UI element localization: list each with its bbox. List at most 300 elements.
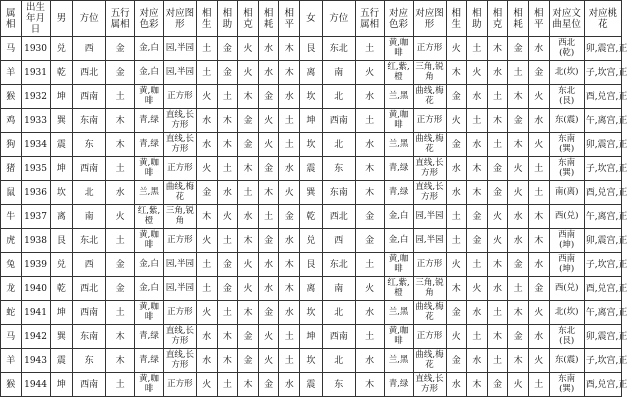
cell-male-drain: 水 bbox=[258, 37, 279, 61]
cell-female-assist: 火 bbox=[467, 61, 488, 85]
cell-female-element: 火 bbox=[355, 61, 384, 85]
cell-female-drain: 水 bbox=[508, 205, 529, 229]
table-row bbox=[1, 253, 622, 277]
cell-zodiac: 狗 bbox=[1, 133, 22, 157]
cell-male-assist: 水 bbox=[217, 181, 238, 205]
cell-female-trigram: 坤 bbox=[300, 109, 323, 133]
cell-male-direction: 西南 bbox=[73, 373, 106, 397]
cell-female-drain: 木 bbox=[508, 349, 529, 373]
cell-female-trigram: 兑 bbox=[300, 229, 323, 253]
cell-male-generate: 火 bbox=[196, 229, 217, 253]
cell-zodiac: 马 bbox=[1, 37, 22, 61]
cell-wenqu-star-position: 东南(巽) bbox=[549, 373, 584, 397]
cell-peach-blossom: 子,坎宫,正 bbox=[584, 253, 621, 277]
cell-peach-blossom: 午,离宫,正 bbox=[584, 205, 621, 229]
cell-birth-year: 1933 bbox=[21, 109, 50, 133]
cell-birth-year: 1930 bbox=[21, 37, 50, 61]
cell-male-generate: 水 bbox=[196, 133, 217, 157]
table-row bbox=[1, 205, 622, 229]
cell-birth-year: 1937 bbox=[21, 205, 50, 229]
cell-female-neutral: 水 bbox=[529, 325, 550, 349]
cell-female-generate: 火 bbox=[446, 37, 467, 61]
cell-male-generate: 火 bbox=[196, 157, 217, 181]
cell-male-shape: 直线,长方形 bbox=[163, 109, 196, 133]
table-row bbox=[1, 229, 622, 253]
cell-female-generate: 金 bbox=[446, 85, 467, 109]
cell-male-trigram: 坤 bbox=[50, 157, 73, 181]
table-row bbox=[1, 325, 622, 349]
cell-female-drain: 火 bbox=[508, 373, 529, 397]
cell-wenqu-star-position: 西(兑) bbox=[549, 205, 584, 229]
cell-male-assist: 木 bbox=[217, 133, 238, 157]
cell-male-trigram: 坤 bbox=[50, 85, 73, 109]
cell-peach-blossom: 卯,震宫,正 bbox=[584, 229, 621, 253]
header-birth-year: 出生年月日 bbox=[21, 1, 50, 37]
cell-female-drain: 金 bbox=[508, 37, 529, 61]
cell-male-element: 木 bbox=[106, 325, 135, 349]
header-female-drain: 相耗 bbox=[508, 1, 529, 37]
cell-female-neutral: 木 bbox=[529, 229, 550, 253]
cell-female-colors: 红,紫,橙 bbox=[384, 61, 413, 85]
cell-female-shape: 三角,锐角 bbox=[413, 61, 446, 85]
table-row bbox=[1, 181, 622, 205]
cell-male-drain: 金 bbox=[258, 229, 279, 253]
cell-female-direction: 西北 bbox=[322, 205, 355, 229]
cell-male-assist: 金 bbox=[217, 61, 238, 85]
cell-female-direction: 北 bbox=[322, 85, 355, 109]
cell-male-trigram: 乾 bbox=[50, 277, 73, 301]
cell-female-colors: 青,绿 bbox=[384, 181, 413, 205]
cell-male-colors: 青,绿 bbox=[135, 325, 164, 349]
cell-female-drain: 火 bbox=[508, 157, 529, 181]
cell-female-overcome: 土 bbox=[487, 133, 508, 157]
cell-female-trigram: 坎 bbox=[300, 301, 323, 325]
cell-male-colors: 金,白 bbox=[135, 253, 164, 277]
cell-male-drain: 金 bbox=[258, 85, 279, 109]
cell-male-overcome: 火 bbox=[238, 253, 259, 277]
cell-female-generate: 水 bbox=[446, 373, 467, 397]
cell-male-overcome: 木 bbox=[238, 373, 259, 397]
cell-female-shape: 园,半园 bbox=[413, 229, 446, 253]
cell-female-generate: 土 bbox=[446, 229, 467, 253]
cell-male-colors: 金,白 bbox=[135, 277, 164, 301]
cell-male-colors: 兰,黑 bbox=[135, 181, 164, 205]
cell-male-generate: 土 bbox=[196, 61, 217, 85]
cell-birth-year: 1943 bbox=[21, 349, 50, 373]
cell-peach-blossom: 子,坎宫,正 bbox=[584, 61, 621, 85]
cell-male-shape: 直线,长方形 bbox=[163, 133, 196, 157]
cell-male-generate: 土 bbox=[196, 37, 217, 61]
cell-male-colors: 黄,咖啡 bbox=[135, 157, 164, 181]
cell-female-shape: 正方形 bbox=[413, 253, 446, 277]
cell-male-assist: 土 bbox=[217, 85, 238, 109]
cell-male-neutral: 土 bbox=[279, 109, 300, 133]
cell-male-assist: 金 bbox=[217, 37, 238, 61]
cell-male-neutral: 火 bbox=[279, 181, 300, 205]
cell-male-direction: 南 bbox=[73, 205, 106, 229]
cell-female-assist: 木 bbox=[467, 373, 488, 397]
cell-female-shape: 正方形 bbox=[413, 109, 446, 133]
cell-female-trigram: 坎 bbox=[300, 349, 323, 373]
cell-wenqu-star-position: 北(坎) bbox=[549, 301, 584, 325]
header-male-colors: 对应色彩 bbox=[135, 1, 164, 37]
cell-wenqu-star-position: 东(震) bbox=[549, 349, 584, 373]
cell-male-drain: 金 bbox=[258, 301, 279, 325]
header-female-generate: 相生 bbox=[446, 1, 467, 37]
cell-male-drain: 金 bbox=[258, 373, 279, 397]
cell-female-colors: 青,绿 bbox=[384, 373, 413, 397]
cell-female-assist: 水 bbox=[467, 133, 488, 157]
cell-female-neutral: 土 bbox=[529, 157, 550, 181]
cell-female-generate: 火 bbox=[446, 109, 467, 133]
cell-male-neutral: 土 bbox=[279, 349, 300, 373]
cell-birth-year: 1936 bbox=[21, 181, 50, 205]
cell-male-drain: 木 bbox=[258, 181, 279, 205]
table-row bbox=[1, 277, 622, 301]
cell-male-overcome: 水 bbox=[238, 205, 259, 229]
cell-wenqu-star-position: 东南(巽) bbox=[549, 157, 584, 181]
cell-female-neutral: 火 bbox=[529, 85, 550, 109]
cell-female-assist: 木 bbox=[467, 181, 488, 205]
cell-female-trigram: 艮 bbox=[300, 37, 323, 61]
cell-female-element: 土 bbox=[355, 109, 384, 133]
cell-female-neutral: 水 bbox=[529, 109, 550, 133]
cell-male-shape: 直线,长方形 bbox=[163, 325, 196, 349]
cell-male-colors: 黄,咖啡 bbox=[135, 373, 164, 397]
cell-male-shape: 曲线,梅花 bbox=[163, 181, 196, 205]
cell-birth-year: 1944 bbox=[21, 373, 50, 397]
cell-female-trigram: 震 bbox=[300, 373, 323, 397]
table-row bbox=[1, 85, 622, 109]
cell-male-shape: 正方形 bbox=[163, 157, 196, 181]
cell-zodiac: 鼠 bbox=[1, 181, 22, 205]
cell-male-shape: 园,半园 bbox=[163, 37, 196, 61]
cell-male-element: 木 bbox=[106, 133, 135, 157]
cell-birth-year: 1939 bbox=[21, 253, 50, 277]
cell-wenqu-star-position: 东南(巽) bbox=[549, 133, 584, 157]
cell-male-overcome: 土 bbox=[238, 181, 259, 205]
cell-male-shape: 正方形 bbox=[163, 229, 196, 253]
cell-male-trigram: 震 bbox=[50, 133, 73, 157]
cell-female-generate: 水 bbox=[446, 157, 467, 181]
cell-female-trigram: 艮 bbox=[300, 253, 323, 277]
cell-female-drain: 土 bbox=[508, 61, 529, 85]
cell-peach-blossom: 子,坎宫,正 bbox=[584, 157, 621, 181]
cell-female-shape: 曲线,梅花 bbox=[413, 85, 446, 109]
cell-male-drain: 水 bbox=[258, 61, 279, 85]
cell-zodiac: 鸡 bbox=[1, 109, 22, 133]
cell-male-colors: 金,白 bbox=[135, 37, 164, 61]
cell-female-neutral: 火 bbox=[529, 301, 550, 325]
cell-male-overcome: 火 bbox=[238, 37, 259, 61]
cell-male-trigram: 巽 bbox=[50, 325, 73, 349]
cell-male-assist: 土 bbox=[217, 373, 238, 397]
header-male-trigram: 男 bbox=[50, 1, 73, 37]
cell-male-shape: 正方形 bbox=[163, 85, 196, 109]
cell-male-trigram: 坤 bbox=[50, 301, 73, 325]
table-row bbox=[1, 133, 622, 157]
cell-female-colors: 青,绿 bbox=[384, 157, 413, 181]
cell-female-generate: 火 bbox=[446, 325, 467, 349]
cell-male-colors: 青,绿 bbox=[135, 133, 164, 157]
header-female-assist: 相助 bbox=[467, 1, 488, 37]
cell-male-neutral: 木 bbox=[279, 61, 300, 85]
cell-female-element: 水 bbox=[355, 349, 384, 373]
cell-female-generate: 木 bbox=[446, 277, 467, 301]
cell-male-trigram: 兑 bbox=[50, 37, 73, 61]
header-female-element: 五行属相 bbox=[355, 1, 384, 37]
cell-female-drain: 金 bbox=[508, 253, 529, 277]
cell-zodiac: 羊 bbox=[1, 61, 22, 85]
cell-male-drain: 火 bbox=[258, 325, 279, 349]
cell-female-direction: 北 bbox=[322, 301, 355, 325]
cell-male-overcome: 木 bbox=[238, 157, 259, 181]
cell-male-colors: 青,绿 bbox=[135, 109, 164, 133]
cell-male-generate: 水 bbox=[196, 109, 217, 133]
cell-female-neutral: 水 bbox=[529, 253, 550, 277]
cell-male-drain: 水 bbox=[258, 277, 279, 301]
cell-male-generate: 水 bbox=[196, 325, 217, 349]
cell-male-direction: 西南 bbox=[73, 157, 106, 181]
cell-female-direction: 东北 bbox=[322, 253, 355, 277]
cell-male-neutral: 水 bbox=[279, 373, 300, 397]
header-male-assist: 相助 bbox=[217, 1, 238, 37]
cell-female-neutral: 木 bbox=[529, 205, 550, 229]
cell-male-colors: 金,白 bbox=[135, 61, 164, 85]
cell-peach-blossom: 酉,兑宫,正 bbox=[584, 373, 621, 397]
cell-male-neutral: 水 bbox=[279, 229, 300, 253]
cell-female-shape: 正方形 bbox=[413, 325, 446, 349]
cell-male-generate: 金 bbox=[196, 181, 217, 205]
cell-male-generate: 土 bbox=[196, 277, 217, 301]
cell-male-assist: 金 bbox=[217, 277, 238, 301]
cell-male-element: 金 bbox=[106, 253, 135, 277]
cell-male-assist: 木 bbox=[217, 349, 238, 373]
cell-male-element: 土 bbox=[106, 157, 135, 181]
cell-male-assist: 金 bbox=[217, 253, 238, 277]
cell-female-drain: 木 bbox=[508, 133, 529, 157]
cell-male-generate: 火 bbox=[196, 301, 217, 325]
cell-male-neutral: 水 bbox=[279, 301, 300, 325]
cell-male-element: 土 bbox=[106, 373, 135, 397]
cell-wenqu-star-position: 西北(乾) bbox=[549, 37, 584, 61]
cell-female-colors: 黄,咖啡 bbox=[384, 325, 413, 349]
cell-peach-blossom: 午,离宫,正 bbox=[584, 109, 621, 133]
cell-female-direction: 北 bbox=[322, 349, 355, 373]
cell-birth-year: 1934 bbox=[21, 133, 50, 157]
cell-female-direction: 西 bbox=[322, 229, 355, 253]
cell-zodiac: 虎 bbox=[1, 229, 22, 253]
cell-male-shape: 园,半园 bbox=[163, 61, 196, 85]
cell-male-assist: 木 bbox=[217, 325, 238, 349]
cell-peach-blossom: 卯,震宫,正 bbox=[584, 133, 621, 157]
cell-male-trigram: 兑 bbox=[50, 253, 73, 277]
cell-male-shape: 直线,长方形 bbox=[163, 349, 196, 373]
cell-male-element: 木 bbox=[106, 349, 135, 373]
cell-female-drain: 金 bbox=[508, 109, 529, 133]
cell-male-element: 土 bbox=[106, 229, 135, 253]
cell-wenqu-star-position: 东(震) bbox=[549, 109, 584, 133]
cell-female-assist: 金 bbox=[467, 229, 488, 253]
cell-zodiac: 猴 bbox=[1, 373, 22, 397]
table-row bbox=[1, 301, 622, 325]
header-male-neutral: 相平 bbox=[279, 1, 300, 37]
cell-female-trigram: 乾 bbox=[300, 205, 323, 229]
cell-male-element: 水 bbox=[106, 181, 135, 205]
cell-male-element: 金 bbox=[106, 37, 135, 61]
header-peach-blossom: 对应桃花 bbox=[584, 1, 621, 37]
cell-male-trigram: 艮 bbox=[50, 229, 73, 253]
cell-male-neutral: 金 bbox=[279, 205, 300, 229]
cell-birth-year: 1938 bbox=[21, 229, 50, 253]
cell-female-drain: 水 bbox=[508, 229, 529, 253]
cell-female-element: 水 bbox=[355, 133, 384, 157]
cell-birth-year: 1932 bbox=[21, 85, 50, 109]
cell-wenqu-star-position: 北(坎) bbox=[549, 61, 584, 85]
cell-female-generate: 金 bbox=[446, 133, 467, 157]
cell-male-overcome: 木 bbox=[238, 229, 259, 253]
cell-male-drain: 火 bbox=[258, 133, 279, 157]
cell-female-element: 木 bbox=[355, 181, 384, 205]
cell-male-shape: 园,半园 bbox=[163, 253, 196, 277]
cell-peach-blossom: 午,离宫,正 bbox=[584, 301, 621, 325]
header-female-colors: 对应色彩 bbox=[384, 1, 413, 37]
cell-male-overcome: 金 bbox=[238, 109, 259, 133]
cell-male-direction: 东南 bbox=[73, 109, 106, 133]
cell-female-assist: 土 bbox=[467, 109, 488, 133]
cell-female-neutral: 土 bbox=[529, 181, 550, 205]
cell-female-neutral: 土 bbox=[529, 373, 550, 397]
cell-female-overcome: 土 bbox=[487, 301, 508, 325]
cell-female-colors: 黄,咖啡 bbox=[384, 109, 413, 133]
header-female-trigram: 女 bbox=[300, 1, 323, 37]
cell-female-colors: 黄,咖啡 bbox=[384, 37, 413, 61]
cell-male-overcome: 金 bbox=[238, 133, 259, 157]
cell-male-element: 金 bbox=[106, 61, 135, 85]
cell-male-neutral: 土 bbox=[279, 133, 300, 157]
cell-female-overcome: 金 bbox=[487, 157, 508, 181]
cell-zodiac: 猴 bbox=[1, 85, 22, 109]
cell-female-direction: 西南 bbox=[322, 325, 355, 349]
cell-female-element: 木 bbox=[355, 373, 384, 397]
cell-male-drain: 火 bbox=[258, 109, 279, 133]
cell-female-element: 水 bbox=[355, 85, 384, 109]
cell-female-shape: 曲线,梅花 bbox=[413, 133, 446, 157]
cell-wenqu-star-position: 东北(艮) bbox=[549, 325, 584, 349]
cell-wenqu-star-position: 西(兑) bbox=[549, 277, 584, 301]
cell-male-colors: 黄,咖啡 bbox=[135, 301, 164, 325]
cell-male-direction: 西北 bbox=[73, 61, 106, 85]
table-row bbox=[1, 373, 622, 397]
cell-male-element: 火 bbox=[106, 205, 135, 229]
cell-female-generate: 土 bbox=[446, 205, 467, 229]
cell-male-overcome: 火 bbox=[238, 277, 259, 301]
cell-male-shape: 园,半园 bbox=[163, 277, 196, 301]
cell-male-trigram: 坤 bbox=[50, 373, 73, 397]
cell-female-shape: 三角,锐角 bbox=[413, 277, 446, 301]
table-row bbox=[1, 349, 622, 373]
cell-male-assist: 木 bbox=[217, 109, 238, 133]
cell-female-overcome: 木 bbox=[487, 37, 508, 61]
cell-female-element: 木 bbox=[355, 157, 384, 181]
cell-male-generate: 木 bbox=[196, 205, 217, 229]
cell-male-direction: 西 bbox=[73, 37, 106, 61]
cell-female-trigram: 离 bbox=[300, 277, 323, 301]
header-zodiac: 属相 bbox=[1, 1, 22, 37]
table-header bbox=[1, 1, 622, 37]
header-female-overcome: 相克 bbox=[487, 1, 508, 37]
cell-male-direction: 北 bbox=[73, 181, 106, 205]
cell-male-neutral: 木 bbox=[279, 37, 300, 61]
cell-female-overcome: 水 bbox=[487, 61, 508, 85]
cell-male-direction: 西 bbox=[73, 253, 106, 277]
cell-female-element: 土 bbox=[355, 253, 384, 277]
cell-zodiac: 羊 bbox=[1, 349, 22, 373]
cell-female-assist: 土 bbox=[467, 253, 488, 277]
cell-peach-blossom: 酉,兑宫,正 bbox=[584, 85, 621, 109]
cell-male-overcome: 金 bbox=[238, 325, 259, 349]
cell-male-trigram: 离 bbox=[50, 205, 73, 229]
cell-wenqu-star-position: 西南(坤) bbox=[549, 253, 584, 277]
cell-female-shape: 曲线,梅花 bbox=[413, 349, 446, 373]
cell-female-direction: 东南 bbox=[322, 181, 355, 205]
cell-female-assist: 水 bbox=[467, 301, 488, 325]
cell-male-assist: 火 bbox=[217, 205, 238, 229]
cell-female-colors: 兰,黑 bbox=[384, 301, 413, 325]
cell-male-colors: 黄,咖啡 bbox=[135, 85, 164, 109]
cell-male-drain: 火 bbox=[258, 349, 279, 373]
cell-male-generate: 土 bbox=[196, 253, 217, 277]
header-female-shape: 对应图形 bbox=[413, 1, 446, 37]
cell-female-generate: 金 bbox=[446, 349, 467, 373]
cell-female-drain: 金 bbox=[508, 325, 529, 349]
cell-female-direction: 北 bbox=[322, 133, 355, 157]
cell-male-direction: 东南 bbox=[73, 325, 106, 349]
header-wenqu-star-position: 对应文曲星位 bbox=[549, 1, 584, 37]
cell-female-overcome: 木 bbox=[487, 253, 508, 277]
cell-male-colors: 红,紫,橙 bbox=[135, 205, 164, 229]
cell-female-assist: 土 bbox=[467, 325, 488, 349]
cell-female-colors: 金,白 bbox=[384, 229, 413, 253]
cell-wenqu-star-position: 西南(坤) bbox=[549, 229, 584, 253]
cell-female-colors: 兰,黑 bbox=[384, 349, 413, 373]
cell-male-direction: 东 bbox=[73, 349, 106, 373]
cell-female-direction: 南 bbox=[322, 277, 355, 301]
cell-male-assist: 土 bbox=[217, 301, 238, 325]
cell-male-neutral: 木 bbox=[279, 277, 300, 301]
cell-female-trigram: 坎 bbox=[300, 133, 323, 157]
cell-female-assist: 木 bbox=[467, 157, 488, 181]
cell-male-element: 木 bbox=[106, 109, 135, 133]
cell-male-neutral: 水 bbox=[279, 157, 300, 181]
cell-peach-blossom: 卯,震宫,正 bbox=[584, 325, 621, 349]
cell-female-shape: 直线,长方形 bbox=[413, 181, 446, 205]
header-row bbox=[1, 1, 622, 37]
table-row bbox=[1, 37, 622, 61]
cell-male-generate: 火 bbox=[196, 85, 217, 109]
cell-female-element: 金 bbox=[355, 229, 384, 253]
cell-female-colors: 红,紫,橙 bbox=[384, 277, 413, 301]
cell-male-element: 土 bbox=[106, 85, 135, 109]
cell-male-trigram: 坎 bbox=[50, 181, 73, 205]
cell-male-neutral: 土 bbox=[279, 325, 300, 349]
table-row bbox=[1, 61, 622, 85]
header-male-generate: 相生 bbox=[196, 1, 217, 37]
cell-female-overcome: 土 bbox=[487, 85, 508, 109]
cell-female-neutral: 金 bbox=[529, 61, 550, 85]
cell-male-shape: 正方形 bbox=[163, 373, 196, 397]
cell-female-shape: 正方形 bbox=[413, 37, 446, 61]
